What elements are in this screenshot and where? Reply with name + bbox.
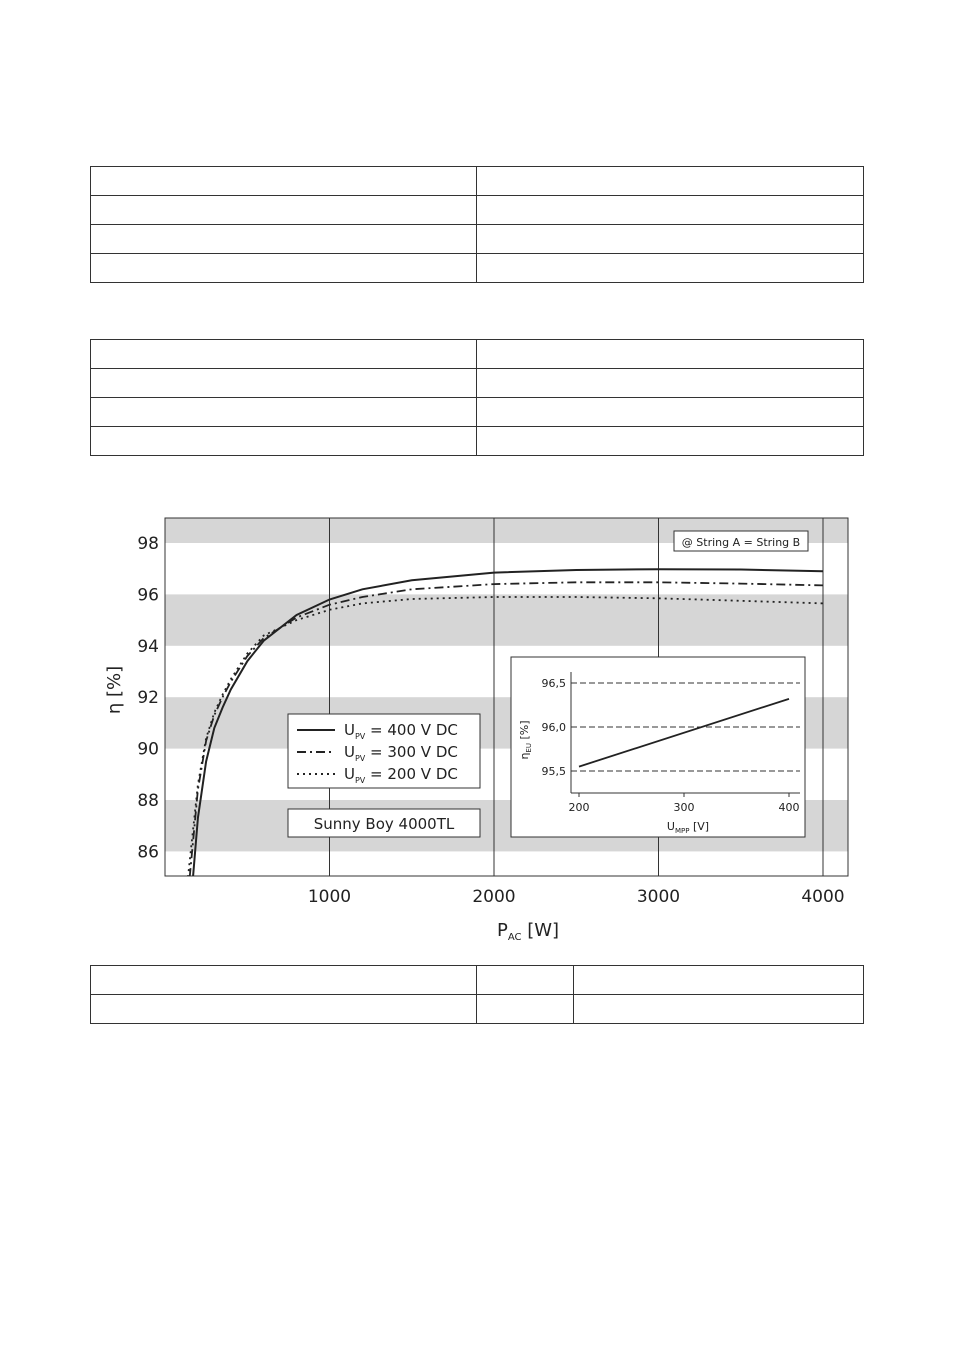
inset-x-tick-label: 200 bbox=[568, 801, 590, 814]
inset-x-axis-label: $U_{MPP}$ [V] bbox=[666, 820, 710, 835]
annotation-text: @ String A = String B bbox=[681, 536, 801, 549]
legend-label: $U_{PV} = 200$ V DC bbox=[344, 765, 458, 785]
x-tick-label: 2000 bbox=[472, 887, 516, 907]
inset-y-axis-label: $\eta_{EU}$ [%] bbox=[518, 720, 533, 760]
y-tick-label: 92 bbox=[137, 688, 159, 709]
inset-y-tick-label: 96,0 bbox=[541, 721, 566, 734]
y-tick-label: 90 bbox=[137, 739, 159, 760]
y-tick-label: 86 bbox=[137, 842, 159, 863]
y-tick-label: 88 bbox=[137, 791, 159, 811]
y-axis-label: η [%] bbox=[104, 665, 125, 715]
y-tick-label: 98 bbox=[137, 534, 159, 554]
x-tick-label: 4000 bbox=[801, 887, 845, 907]
inset-x-tick-label: 400 bbox=[778, 801, 800, 814]
x-tick-label: 1000 bbox=[307, 887, 352, 907]
model-label: Sunny Boy 4000TL bbox=[313, 815, 455, 833]
x-tick-label: 3000 bbox=[636, 887, 681, 907]
inset-x-tick-label: 300 bbox=[673, 801, 695, 814]
inset-eu-efficiency-plot bbox=[511, 657, 805, 837]
inset-y-tick-label: 95,5 bbox=[541, 765, 566, 778]
inset-y-tick-label: 96,5 bbox=[541, 677, 566, 690]
y-tick-label: 96 bbox=[137, 585, 159, 606]
y-tick-label: 94 bbox=[137, 636, 159, 657]
legend-label: $U_{PV} = 400$ V DC bbox=[344, 721, 458, 741]
legend-label: $U_{PV} = 300$ V DC bbox=[344, 743, 458, 763]
x-axis-label: $P_{AC}$ [W] bbox=[496, 920, 560, 943]
